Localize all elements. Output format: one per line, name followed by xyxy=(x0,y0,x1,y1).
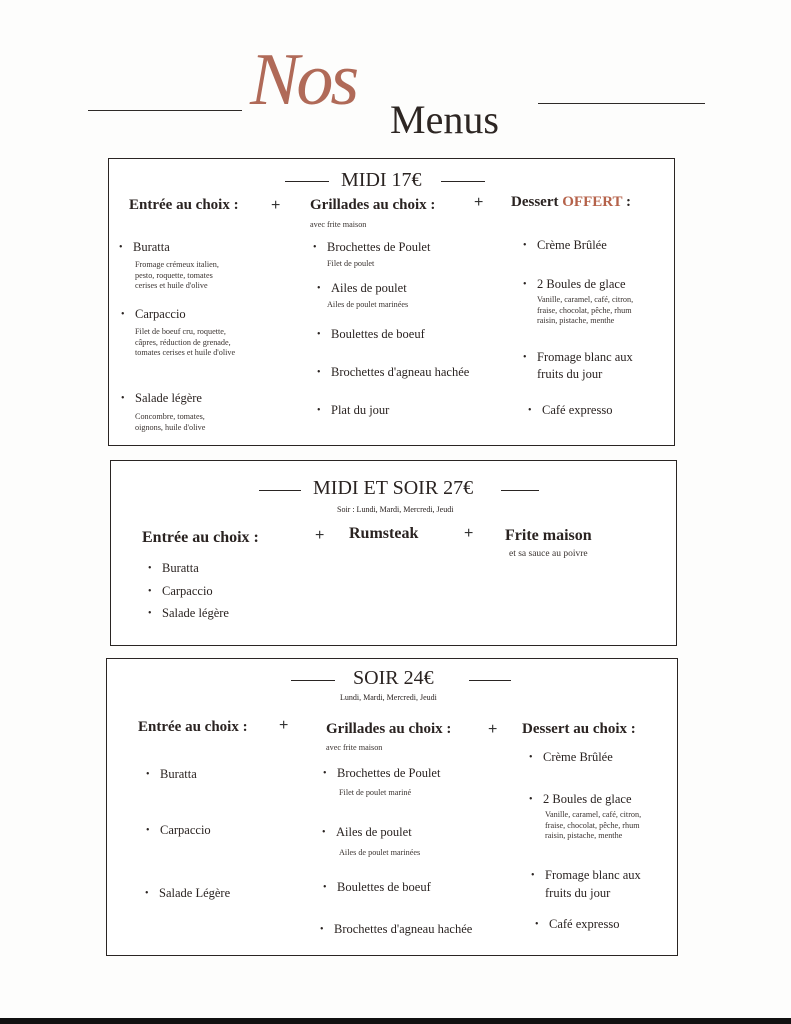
item-name: Buratta xyxy=(160,767,197,781)
plus-sign: + xyxy=(279,717,289,734)
soir-grill-2-desc: Ailes de poulet marinées xyxy=(339,848,421,857)
soir-dessert-3b: fruits du jour xyxy=(545,886,611,900)
divider xyxy=(285,181,329,182)
midi-grillades-heading: Grillades au choix : xyxy=(310,197,436,213)
plus-sign: + xyxy=(474,194,484,211)
soir-grill-1-desc: Filet de poulet mariné xyxy=(339,788,412,797)
title-menus: Menus xyxy=(390,97,499,142)
desc-line: Fromage crémeux italien, xyxy=(135,260,219,269)
midisoir-entree-heading: Entrée au choix : xyxy=(142,529,259,546)
midi-dessert-4: • Café expresso xyxy=(528,403,613,417)
soir-entree-3: • Salade Légère xyxy=(145,886,231,900)
item-name: 2 Boules de glace xyxy=(537,277,626,291)
item-name: Fromage blanc aux xyxy=(537,350,633,364)
item-name: Carpaccio xyxy=(135,307,186,321)
soir-grill-1: • Brochettes de Poulet xyxy=(323,766,441,780)
midi-dessert-heading xyxy=(511,194,631,211)
item-name: Café expresso xyxy=(549,917,620,931)
divider xyxy=(469,680,511,681)
divider xyxy=(501,490,539,491)
midi-dessert-2: • 2 Boules de glace xyxy=(523,277,626,291)
item-name: Brochettes de Poulet xyxy=(327,240,431,254)
bottom-strip xyxy=(0,1018,791,1024)
menu-soir-title: SOIR 24€ xyxy=(353,667,434,689)
desc-line: pesto, roquette, tomates xyxy=(135,270,213,280)
soir-grillades-heading: Grillades au choix : xyxy=(326,721,452,737)
desc-line: Vanille, caramel, café, citron, xyxy=(537,295,634,304)
desc-line: oignons, huile d'olive xyxy=(135,422,206,432)
midi-dessert-1: • Crème Brûlée xyxy=(523,238,607,252)
soir-entree-1: • Buratta xyxy=(146,767,197,781)
dessert-label: Dessert xyxy=(511,194,563,210)
divider xyxy=(259,490,301,491)
desc-line: Vanille, caramel, café, citron, xyxy=(545,810,642,819)
desc-line: cerises et huile d'olive xyxy=(135,281,208,290)
midi-grill-1: • Brochettes de Poulet xyxy=(313,240,431,254)
item-name: Salade légère xyxy=(162,606,229,620)
desc-line: fraise, chocolat, pêche, rhum xyxy=(545,820,640,830)
menu-midisoir-title: MIDI ET SOIR 27€ xyxy=(313,477,474,499)
item-name: Carpaccio xyxy=(162,584,213,598)
soir-dessert-3: • Fromage blanc aux xyxy=(531,868,641,882)
soir-entree-heading: Entrée au choix : xyxy=(138,719,248,735)
midi-grill-5: • Plat du jour xyxy=(317,403,390,417)
midi-dessert-3b: fruits du jour xyxy=(537,367,603,381)
desc-line: raisin, pistache, menthe xyxy=(537,316,615,325)
item-name: Brochettes d'agneau hachée xyxy=(334,922,473,936)
title-script-nos: Nos xyxy=(250,39,357,121)
plus-sign: + xyxy=(488,721,498,738)
desc-line: fraise, chocolat, pêche, rhum xyxy=(537,305,632,315)
midisoir-frite-sub: et sa sauce au poivre xyxy=(509,549,588,559)
desc-line: câpres, réduction de grenade, xyxy=(135,337,231,347)
soir-grill-3: • Boulettes de boeuf xyxy=(323,880,431,894)
header-rule-left xyxy=(88,110,242,111)
soir-entree-2: • Carpaccio xyxy=(146,823,211,837)
item-name: Carpaccio xyxy=(160,823,211,837)
midisoir-entree-1: • Buratta xyxy=(148,561,199,575)
item-name: 2 Boules de glace xyxy=(543,792,632,806)
item-name: Brochettes de Poulet xyxy=(337,766,441,780)
midi-entree-salade: • Salade légère xyxy=(121,391,202,405)
midisoir-entree-2: • Carpaccio xyxy=(148,584,213,598)
soir-dessert-1: • Crème Brûlée xyxy=(529,750,613,764)
item-name: Plat du jour xyxy=(331,403,390,417)
item-name: Brochettes d'agneau hachée xyxy=(331,365,470,379)
soir-grillades-sub: avec frite maison xyxy=(326,743,383,752)
divider xyxy=(291,680,335,681)
midi-grillades-sub: avec frite maison xyxy=(310,220,367,229)
offert-label: OFFERT xyxy=(562,194,623,210)
menu-midi-title: MIDI 17€ xyxy=(341,169,422,191)
item-name: Boulettes de boeuf xyxy=(331,327,425,341)
midi-entree-salade-desc xyxy=(135,412,205,433)
plus-sign: + xyxy=(271,197,281,214)
midi-grill-2: • Ailes de poulet xyxy=(317,281,407,295)
soir-dessert-4: • Café expresso xyxy=(535,917,620,931)
desc-line: Filet de boeuf cru, roquette, xyxy=(135,327,226,336)
item-name: Ailes de poulet xyxy=(331,281,407,295)
soir-dessert-2-desc xyxy=(545,810,641,842)
item-name: Boulettes de boeuf xyxy=(337,880,431,894)
item-name: Salade Légère xyxy=(159,886,231,900)
menu-midisoir-sub: Soir : Lundi, Mardi, Mercredi, Jeudi xyxy=(337,505,454,514)
item-name: Salade légère xyxy=(135,391,202,405)
midi-entree-buratta: • Buratta xyxy=(119,240,170,254)
item-name: Crème Brûlée xyxy=(537,238,607,252)
soir-grill-4: • Brochettes d'agneau hachée xyxy=(320,922,473,936)
soir-dessert-heading: Dessert au choix : xyxy=(522,721,636,737)
menu-midisoir-box xyxy=(110,460,677,646)
midisoir-entree-3: • Salade légère xyxy=(148,606,229,620)
item-name: Buratta xyxy=(133,240,170,254)
midi-grill-1-desc: Filet de poulet xyxy=(327,259,375,268)
midi-grill-2-desc: Ailes de poulet marinées xyxy=(327,300,409,309)
soir-grill-2: • Ailes de poulet xyxy=(322,825,412,839)
midi-dessert-2-desc xyxy=(537,295,633,327)
header-rule-right xyxy=(538,103,705,104)
item-name: Ailes de poulet xyxy=(336,825,412,839)
plus-sign: + xyxy=(315,527,325,544)
divider xyxy=(441,181,485,182)
menu-soir-box xyxy=(106,658,678,956)
plus-sign: + xyxy=(464,525,474,542)
midisoir-frite: Frite maison xyxy=(505,527,592,544)
midi-entree-carpaccio-desc xyxy=(135,327,235,359)
colon: : xyxy=(622,194,632,210)
item-name: Crème Brûlée xyxy=(543,750,613,764)
midi-grill-4: • Brochettes d'agneau hachée xyxy=(317,365,470,379)
desc-line: raisin, pistache, menthe xyxy=(545,831,623,840)
desc-line: tomates cerises et huile d'olive xyxy=(135,348,236,357)
midi-dessert-3: • Fromage blanc aux xyxy=(523,350,633,364)
item-name: Buratta xyxy=(162,561,199,575)
item-name: Fromage blanc aux xyxy=(545,868,641,882)
midisoir-rumsteak: Rumsteak xyxy=(349,525,419,542)
midi-entree-heading: Entrée au choix : xyxy=(129,197,239,213)
desc-line: Concombre, tomates, xyxy=(135,412,205,421)
item-name: Café expresso xyxy=(542,403,613,417)
menu-midi-box xyxy=(108,158,675,446)
soir-dessert-2: • 2 Boules de glace xyxy=(529,792,632,806)
midi-entree-carpaccio: • Carpaccio xyxy=(121,307,186,321)
menu-soir-sub: Lundi, Mardi, Mercredi, Jeudi xyxy=(340,693,437,702)
midi-grill-3: • Boulettes de boeuf xyxy=(317,327,425,341)
midi-entree-buratta-desc xyxy=(135,260,219,292)
